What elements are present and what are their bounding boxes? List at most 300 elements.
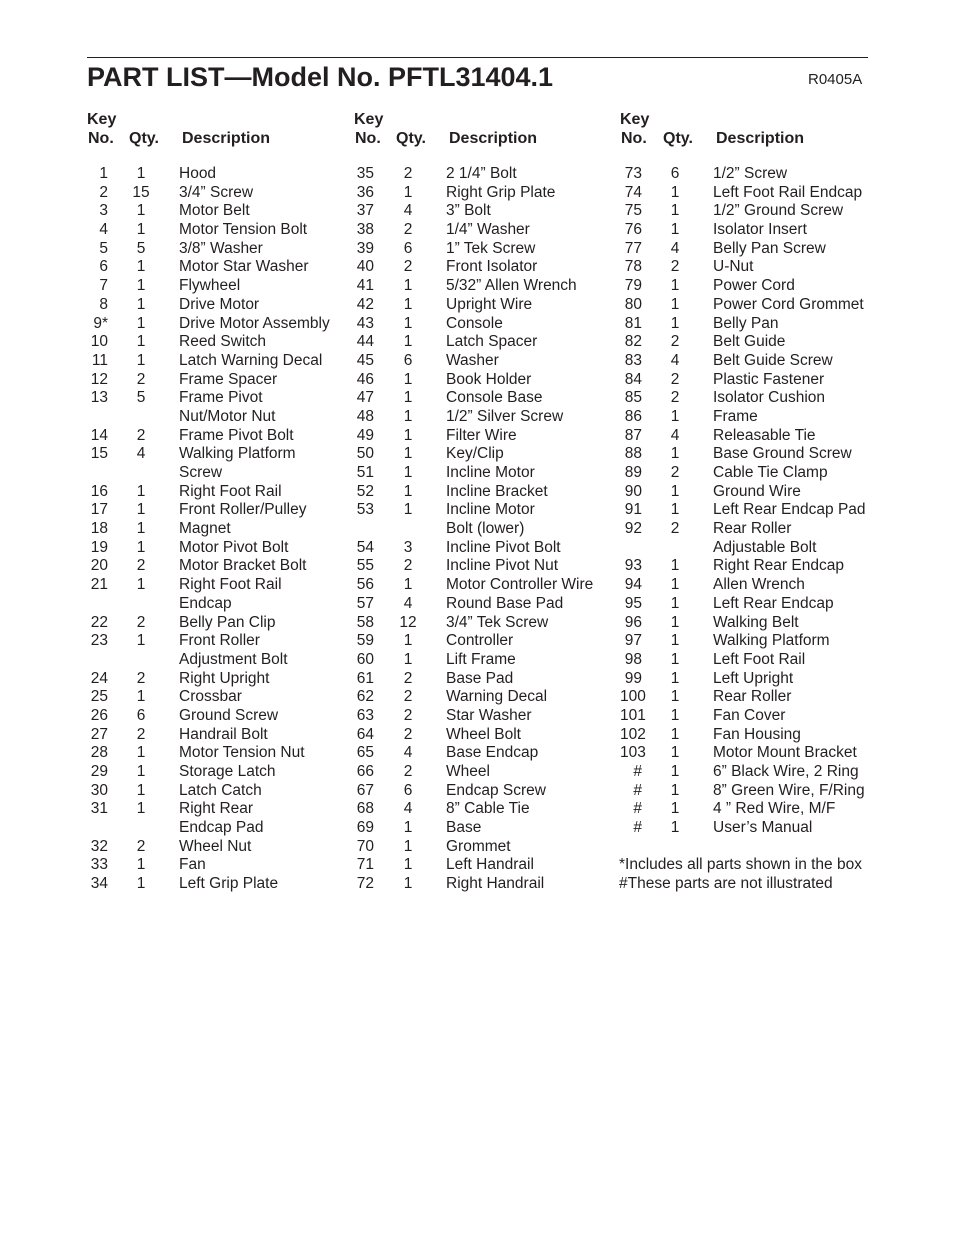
part-row xyxy=(354,856,629,875)
part-row xyxy=(354,651,629,670)
part-quantity: 1 xyxy=(136,295,146,313)
part-quantity: 1 xyxy=(670,763,680,780)
part-key-number: 73 xyxy=(624,165,642,182)
part-description: Handrail Bolt xyxy=(179,725,268,743)
part-description: Endcap xyxy=(179,594,232,612)
part-key-number: 45 xyxy=(356,351,374,369)
part-quantity: 1 xyxy=(136,744,146,762)
part-quantity: 1 xyxy=(136,576,146,594)
part-description: Motor Mount Bracket xyxy=(713,744,857,762)
part-row xyxy=(354,501,629,520)
qty-header: Qty. xyxy=(129,130,159,147)
part-key-number: 22 xyxy=(90,613,108,631)
part-quantity: 12 xyxy=(399,613,417,631)
part-key-number: 33 xyxy=(90,856,108,874)
part-key-number: 94 xyxy=(624,576,642,594)
key-header-line2: No. xyxy=(88,130,114,147)
part-key-number: 99 xyxy=(624,669,642,687)
part-quantity: 5 xyxy=(136,389,146,407)
part-quantity: 1 xyxy=(403,407,413,425)
part-description: Right Upright xyxy=(179,669,270,687)
part-description: Left Rear Endcap Pad xyxy=(713,501,866,519)
part-quantity: 1 xyxy=(403,856,413,874)
part-quantity: 1 xyxy=(136,688,146,706)
part-key-number: 41 xyxy=(356,277,374,295)
part-description: Wheel Nut xyxy=(179,837,252,855)
part-key-number: 77 xyxy=(624,239,642,257)
part-key-number: 65 xyxy=(356,744,374,762)
part-description: 3/4” Tek Screw xyxy=(446,613,549,631)
part-quantity: 1 xyxy=(670,594,680,612)
part-row xyxy=(354,352,629,371)
part-row xyxy=(87,707,362,726)
part-description: 3” Bolt xyxy=(446,202,491,220)
part-row xyxy=(87,427,362,446)
part-key-number: 13 xyxy=(90,389,108,407)
part-description: Fan Cover xyxy=(713,706,786,724)
part-key-number: 101 xyxy=(620,706,646,724)
part-description: Filter Wire xyxy=(446,426,517,444)
part-key-number: 102 xyxy=(620,725,646,743)
part-row xyxy=(87,464,362,483)
part-quantity: 1 xyxy=(670,445,680,463)
part-row xyxy=(354,333,629,352)
part-quantity: 4 xyxy=(403,202,413,220)
part-row xyxy=(354,202,629,221)
part-row xyxy=(354,240,629,259)
page-title: PART LIST—Model No. PFTL31404.1 xyxy=(87,62,554,92)
part-key-number: 32 xyxy=(90,837,108,855)
part-quantity: 1 xyxy=(670,725,680,743)
part-key-number: 47 xyxy=(356,389,374,407)
part-description: Motor Star Washer xyxy=(179,258,309,276)
part-quantity: 1 xyxy=(670,800,680,818)
part-key-number: 20 xyxy=(90,557,108,575)
part-key-number: 97 xyxy=(624,632,642,650)
part-quantity: 1 xyxy=(670,501,680,519)
part-row xyxy=(620,184,895,203)
part-row xyxy=(620,501,895,520)
part-row xyxy=(354,221,629,240)
part-description: Fan Housing xyxy=(713,725,801,743)
part-row xyxy=(354,632,629,651)
part-key-number: 12 xyxy=(90,370,108,388)
part-quantity: 2 xyxy=(136,837,146,855)
part-row xyxy=(354,875,629,894)
part-quantity: 6 xyxy=(136,706,146,724)
part-key-number: 23 xyxy=(90,632,108,650)
part-key-number: 57 xyxy=(356,594,374,612)
part-key-number: 24 xyxy=(90,669,108,687)
column-header xyxy=(87,109,362,165)
part-quantity: 1 xyxy=(670,277,680,295)
part-row xyxy=(87,763,362,782)
part-description: Belly Pan xyxy=(713,314,779,332)
part-description: Flywheel xyxy=(179,277,241,295)
part-key-number: 52 xyxy=(356,482,374,500)
part-quantity: 1 xyxy=(403,576,413,594)
part-key-number: 34 xyxy=(90,875,108,893)
part-quantity: 1 xyxy=(136,258,146,276)
part-key-number: 81 xyxy=(624,314,642,332)
part-description: Frame Pivot Bolt xyxy=(179,426,294,444)
part-quantity: 2 xyxy=(403,669,413,687)
part-key-number: 72 xyxy=(356,875,374,893)
part-quantity: 1 xyxy=(670,669,680,687)
part-key-number: 44 xyxy=(356,333,374,351)
part-description: Belly Pan Screw xyxy=(713,239,826,257)
part-description: 8” Cable Tie xyxy=(446,800,530,818)
part-description: 6” Black Wire, 2 Ring xyxy=(713,763,859,780)
part-row xyxy=(87,258,362,277)
part-description: Upright Wire xyxy=(446,295,533,313)
part-key-number: 58 xyxy=(356,613,374,631)
part-key-number: # xyxy=(633,763,642,780)
part-quantity: 6 xyxy=(403,781,413,799)
description-header: Description xyxy=(449,130,538,147)
description-header: Description xyxy=(716,130,805,147)
parts-rows xyxy=(354,165,629,894)
part-description: 4 ” Red Wire, M/F xyxy=(713,800,836,818)
part-row xyxy=(354,782,629,801)
part-description: Motor Pivot Bolt xyxy=(179,538,289,556)
part-description: Storage Latch xyxy=(179,763,276,780)
part-description: Left Foot Rail xyxy=(713,650,806,668)
part-key-number: 64 xyxy=(356,725,374,743)
part-quantity: 2 xyxy=(670,333,680,351)
part-row xyxy=(620,165,895,184)
part-description: Grommet xyxy=(446,837,511,855)
part-quantity: 1 xyxy=(670,688,680,706)
part-description: 3/8” Washer xyxy=(179,239,263,257)
part-quantity: 2 xyxy=(136,370,146,388)
part-description: Washer xyxy=(446,351,499,369)
part-key-number: 63 xyxy=(356,706,374,724)
part-row xyxy=(620,389,895,408)
part-key-number: 49 xyxy=(356,426,374,444)
part-quantity: 2 xyxy=(403,725,413,743)
part-description: Walking Platform xyxy=(179,445,296,463)
part-quantity: 1 xyxy=(403,183,413,201)
parts-column-1 xyxy=(87,109,362,894)
part-row xyxy=(354,838,629,857)
part-quantity: 1 xyxy=(670,183,680,201)
part-quantity: 2 xyxy=(136,426,146,444)
part-key-number: 95 xyxy=(624,594,642,612)
part-key-number: 84 xyxy=(624,370,642,388)
part-key-number: 9* xyxy=(93,314,108,332)
part-quantity: 1 xyxy=(403,875,413,893)
part-key-number: 69 xyxy=(356,819,374,837)
part-quantity: 1 xyxy=(403,370,413,388)
part-key-number: 83 xyxy=(624,351,642,369)
qty-header: Qty. xyxy=(663,130,693,147)
part-row xyxy=(87,726,362,745)
part-row xyxy=(620,408,895,427)
part-row xyxy=(620,483,895,502)
part-description: Latch Warning Decal xyxy=(179,351,323,369)
part-row xyxy=(354,296,629,315)
part-row xyxy=(354,726,629,745)
part-quantity: 1 xyxy=(403,314,413,332)
part-key-number: 42 xyxy=(356,295,374,313)
part-row xyxy=(354,408,629,427)
parts-rows xyxy=(620,165,895,838)
part-quantity: 1 xyxy=(670,576,680,594)
part-key-number: 67 xyxy=(356,781,374,799)
part-key-number: 68 xyxy=(356,800,374,818)
part-description: Wheel Bolt xyxy=(446,725,521,743)
notes-spacer xyxy=(620,838,895,857)
part-quantity: 2 xyxy=(670,370,680,388)
part-key-number: 39 xyxy=(356,239,374,257)
part-quantity: 1 xyxy=(670,482,680,500)
part-row xyxy=(354,670,629,689)
part-key-number: 46 xyxy=(356,370,374,388)
part-description: Hood xyxy=(179,165,217,182)
part-key-number: 74 xyxy=(624,183,642,201)
part-description: Motor Controller Wire xyxy=(446,576,594,594)
part-quantity: 1 xyxy=(670,407,680,425)
column-header xyxy=(354,109,629,165)
qty-header: Qty. xyxy=(396,130,426,147)
part-description: Crossbar xyxy=(179,688,242,706)
part-description: User’s Manual xyxy=(713,819,813,837)
part-quantity: 2 xyxy=(136,669,146,687)
part-quantity: 1 xyxy=(136,632,146,650)
part-row xyxy=(620,539,895,558)
part-quantity: 1 xyxy=(136,482,146,500)
part-key-number: 31 xyxy=(90,800,108,818)
part-quantity: 4 xyxy=(670,351,680,369)
part-description: Magnet xyxy=(179,520,231,538)
part-key-number: 60 xyxy=(356,650,374,668)
part-description: Bolt (lower) xyxy=(446,520,525,538)
part-row xyxy=(354,427,629,446)
part-row xyxy=(620,651,895,670)
part-row xyxy=(354,483,629,502)
part-row xyxy=(87,819,362,838)
part-row xyxy=(87,595,362,614)
part-row xyxy=(620,782,895,801)
part-key-number: 26 xyxy=(90,706,108,724)
part-quantity: 1 xyxy=(136,165,146,182)
document-code: R0405A xyxy=(808,71,863,88)
title-rule xyxy=(87,57,868,58)
part-key-number: # xyxy=(633,819,642,837)
part-quantity: 5 xyxy=(136,239,146,257)
part-quantity: 2 xyxy=(403,221,413,239)
part-row xyxy=(87,408,362,427)
part-description: Right Foot Rail xyxy=(179,482,282,500)
part-row xyxy=(87,614,362,633)
part-description: Drive Motor xyxy=(179,295,260,313)
part-quantity: 1 xyxy=(136,501,146,519)
key-header-line2: No. xyxy=(621,130,647,147)
part-description: Base xyxy=(446,819,482,837)
parts-column-2 xyxy=(354,109,629,894)
part-description: Right Handrail xyxy=(446,875,545,893)
part-key-number: 29 xyxy=(90,763,108,780)
part-description: Incline Pivot Nut xyxy=(446,557,558,575)
part-key-number: # xyxy=(633,800,642,818)
part-quantity: 1 xyxy=(670,650,680,668)
part-row xyxy=(620,315,895,334)
part-description: Right Rear xyxy=(179,800,254,818)
part-row xyxy=(620,464,895,483)
part-key-number: 2 xyxy=(99,183,108,201)
part-quantity: 1 xyxy=(136,520,146,538)
part-row xyxy=(354,277,629,296)
parts-rows xyxy=(87,165,362,894)
part-key-number: 56 xyxy=(356,576,374,594)
part-quantity: 1 xyxy=(136,202,146,220)
part-quantity: 1 xyxy=(670,202,680,220)
part-quantity: 1 xyxy=(403,277,413,295)
part-description: Front Roller/Pulley xyxy=(179,501,307,519)
part-row xyxy=(87,800,362,819)
part-row xyxy=(87,352,362,371)
part-quantity: 1 xyxy=(670,706,680,724)
part-quantity: 1 xyxy=(136,221,146,239)
part-row xyxy=(87,744,362,763)
part-key-number: 79 xyxy=(624,277,642,295)
part-row xyxy=(87,670,362,689)
part-quantity: 1 xyxy=(670,557,680,575)
part-row xyxy=(620,688,895,707)
part-description: Reed Switch xyxy=(179,333,267,351)
part-row xyxy=(87,501,362,520)
part-quantity: 1 xyxy=(403,501,413,519)
part-row xyxy=(620,632,895,651)
part-description: 1/2” Silver Screw xyxy=(446,407,564,425)
part-description: Belt Guide xyxy=(713,333,786,351)
part-row xyxy=(87,688,362,707)
part-description: 5/32” Allen Wrench xyxy=(446,277,577,295)
part-row xyxy=(87,838,362,857)
part-key-number: 10 xyxy=(90,333,108,351)
part-row xyxy=(354,464,629,483)
part-row xyxy=(354,184,629,203)
part-key-number: 92 xyxy=(624,520,642,538)
part-quantity: 1 xyxy=(403,445,413,463)
part-key-number: 90 xyxy=(624,482,642,500)
part-key-number: 87 xyxy=(624,426,642,444)
part-key-number: 16 xyxy=(90,482,108,500)
part-quantity: 1 xyxy=(136,277,146,295)
part-row xyxy=(87,202,362,221)
part-key-number: 1 xyxy=(99,165,108,182)
part-row xyxy=(87,240,362,259)
part-description: 3/4” Screw xyxy=(179,183,254,201)
part-key-number: 51 xyxy=(356,464,374,481)
part-description: Motor Tension Nut xyxy=(179,744,305,762)
part-description: Left Foot Rail Endcap xyxy=(713,183,863,201)
part-key-number: 5 xyxy=(99,239,108,257)
part-quantity: 1 xyxy=(403,819,413,837)
part-description: Base Pad xyxy=(446,669,514,687)
part-row xyxy=(354,520,629,539)
part-row xyxy=(620,520,895,539)
part-description: Power Cord xyxy=(713,277,795,295)
part-description: Motor Bracket Bolt xyxy=(179,557,307,575)
part-key-number: 70 xyxy=(356,837,374,855)
part-quantity: 1 xyxy=(670,613,680,631)
part-row xyxy=(354,614,629,633)
part-description: Left Upright xyxy=(713,669,794,687)
part-row xyxy=(354,744,629,763)
part-key-number: 14 xyxy=(90,426,108,444)
part-key-number: 3 xyxy=(99,202,108,220)
part-description: Isolator Insert xyxy=(713,221,807,239)
part-description: Book Holder xyxy=(446,370,532,388)
part-quantity: 4 xyxy=(136,445,146,463)
part-description: Left Rear Endcap xyxy=(713,594,834,612)
part-key-number: 53 xyxy=(356,501,374,519)
part-key-number: 88 xyxy=(624,445,642,463)
part-quantity: 1 xyxy=(670,781,680,799)
part-row xyxy=(620,819,895,838)
part-row xyxy=(620,445,895,464)
part-description: Console xyxy=(446,314,503,332)
part-quantity: 2 xyxy=(403,258,413,276)
part-description: Star Washer xyxy=(446,706,532,724)
footnote: #These parts are not illustrated xyxy=(619,875,833,893)
part-row xyxy=(87,315,362,334)
part-quantity: 6 xyxy=(403,239,413,257)
part-key-number: 61 xyxy=(356,669,374,687)
part-description: 1/2” Screw xyxy=(713,165,788,182)
part-key-number: 71 xyxy=(356,856,374,874)
part-quantity: 1 xyxy=(670,314,680,332)
part-row xyxy=(87,483,362,502)
part-key-number: 4 xyxy=(99,221,108,239)
part-description: Rear Roller xyxy=(713,688,792,706)
part-key-number: 28 xyxy=(90,744,108,762)
part-description: Frame Spacer xyxy=(179,370,278,388)
part-quantity: 1 xyxy=(670,295,680,313)
part-description: Motor Tension Bolt xyxy=(179,221,308,239)
part-quantity: 1 xyxy=(403,333,413,351)
part-key-number: 66 xyxy=(356,763,374,780)
part-quantity: 2 xyxy=(403,557,413,575)
part-row xyxy=(87,651,362,670)
part-description: Base Endcap xyxy=(446,744,539,762)
part-quantity: 4 xyxy=(403,800,413,818)
key-header-line2: No. xyxy=(355,130,381,147)
part-key-number: 91 xyxy=(624,501,642,519)
part-quantity: 1 xyxy=(136,800,146,818)
part-key-number: 38 xyxy=(356,221,374,239)
part-row xyxy=(354,819,629,838)
part-quantity: 1 xyxy=(403,837,413,855)
part-row xyxy=(620,371,895,390)
part-key-number: 98 xyxy=(624,650,642,668)
part-quantity: 1 xyxy=(136,781,146,799)
part-key-number: 78 xyxy=(624,258,642,276)
part-row xyxy=(354,576,629,595)
part-description: Plastic Fastener xyxy=(713,370,825,388)
part-key-number: 48 xyxy=(356,407,374,425)
part-description: Releasable Tie xyxy=(713,426,816,444)
part-quantity: 2 xyxy=(136,613,146,631)
part-description: Incline Pivot Bolt xyxy=(446,538,561,556)
part-quantity: 4 xyxy=(670,426,680,444)
part-quantity: 1 xyxy=(670,632,680,650)
part-key-number: 43 xyxy=(356,314,374,332)
part-key-number: 21 xyxy=(90,576,108,594)
part-key-number: 40 xyxy=(356,258,374,276)
